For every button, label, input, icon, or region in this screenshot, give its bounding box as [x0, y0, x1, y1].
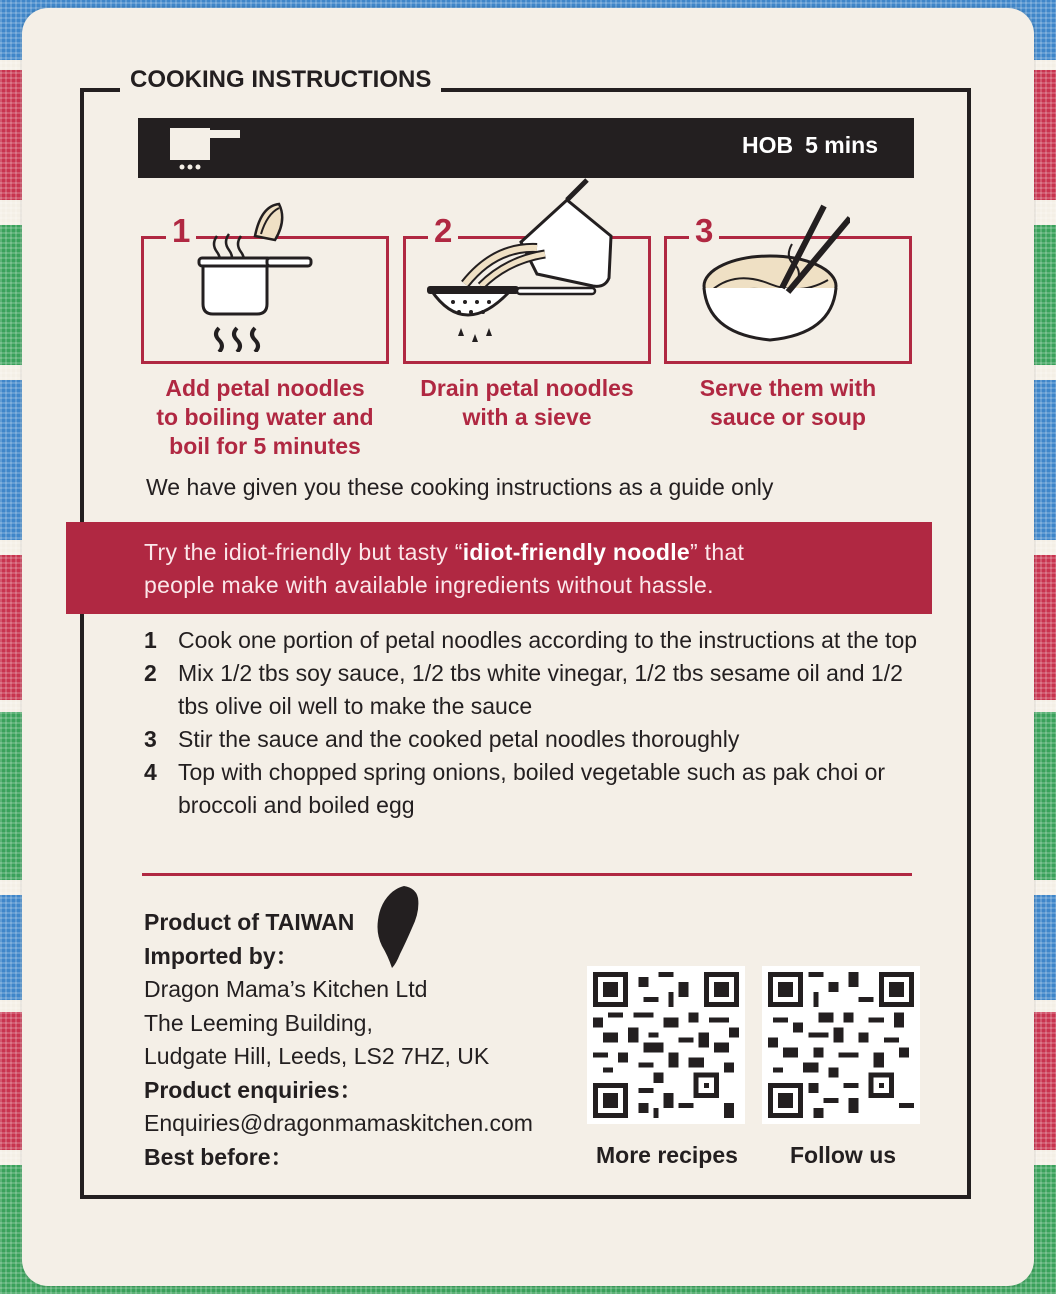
address-line-1: The Leeming Building,: [144, 1009, 373, 1036]
enquiries-email[interactable]: Enquiries@dragonmamaskitchen.com: [144, 1110, 533, 1136]
qr-code-recipes[interactable]: [587, 966, 745, 1124]
step-caption-1: Add petal noodles to boiling water and boil for 5 minutes: [156, 375, 374, 459]
qr-code-icon: [768, 972, 914, 1118]
banner-highlight: idiot-friendly noodle: [462, 539, 691, 565]
guide-note: We have given you these cooking instructions as a guide only: [146, 474, 774, 500]
company-name: Dragon Mama’s Kitchen Ltd: [144, 976, 428, 1002]
section-title: COOKING INSTRUCTIONS: [120, 66, 441, 94]
recipe-list: [144, 624, 924, 822]
product-info: [144, 906, 533, 1174]
step-number-3: 3: [689, 212, 719, 250]
list-item: 2 Mix 1/2 tbs soy sauce, 1/2 tbs white vinegar, 1/2 tbs sesame oil and 1/2 tbs olive oil well to make the sauce: [144, 660, 903, 719]
list-item: 3 Stir the sauce and the cooked petal noodles thoroughly: [144, 726, 740, 752]
taiwan-map-icon: [374, 884, 424, 970]
list-item: 4 Top with chopped spring onions, boiled vegetable such as pak choi or broccoli and boiled egg: [144, 759, 886, 818]
qr-code-icon: [593, 972, 739, 1118]
recipe-banner: [66, 522, 932, 614]
imported-by-label: Imported by：: [144, 942, 299, 969]
hob-label: HOB 5 mins: [742, 132, 878, 158]
banner-line-1: Try the idiot-friendly but tasty “idiot-friendly noodle” that: [144, 539, 745, 565]
list-item: 1 Cook one portion of petal noodles according to the instructions at the top: [144, 627, 918, 653]
step-number-2: 2: [428, 212, 458, 250]
step-caption-2: Drain petal noodles with a sieve: [420, 375, 634, 430]
qr-label-follow: Follow us: [790, 1142, 897, 1168]
qr-code-follow[interactable]: [762, 966, 920, 1124]
step-number-1: 1: [166, 212, 196, 250]
address-line-2: Ludgate Hill, Leeds, LS2 7HZ, UK: [144, 1043, 490, 1069]
hob-icon: [170, 126, 250, 172]
boiling-pot-icon: [195, 196, 315, 352]
noodle-bowl-icon: [700, 204, 850, 352]
best-before-label: Best before：: [144, 1143, 294, 1170]
banner-line-2: people make with available ingredients without hassle.: [144, 572, 714, 598]
hob-time: 5 mins: [805, 132, 878, 158]
sieve-icon: [425, 178, 615, 354]
step-caption-3: Serve them with sauce or soup: [699, 375, 877, 430]
qr-label-recipes: More recipes: [596, 1142, 738, 1168]
divider: [142, 873, 912, 876]
product-origin: Product of TAIWAN: [144, 909, 355, 935]
hob-bar: [138, 118, 914, 178]
enquiries-label: Product enquiries：: [144, 1076, 363, 1103]
